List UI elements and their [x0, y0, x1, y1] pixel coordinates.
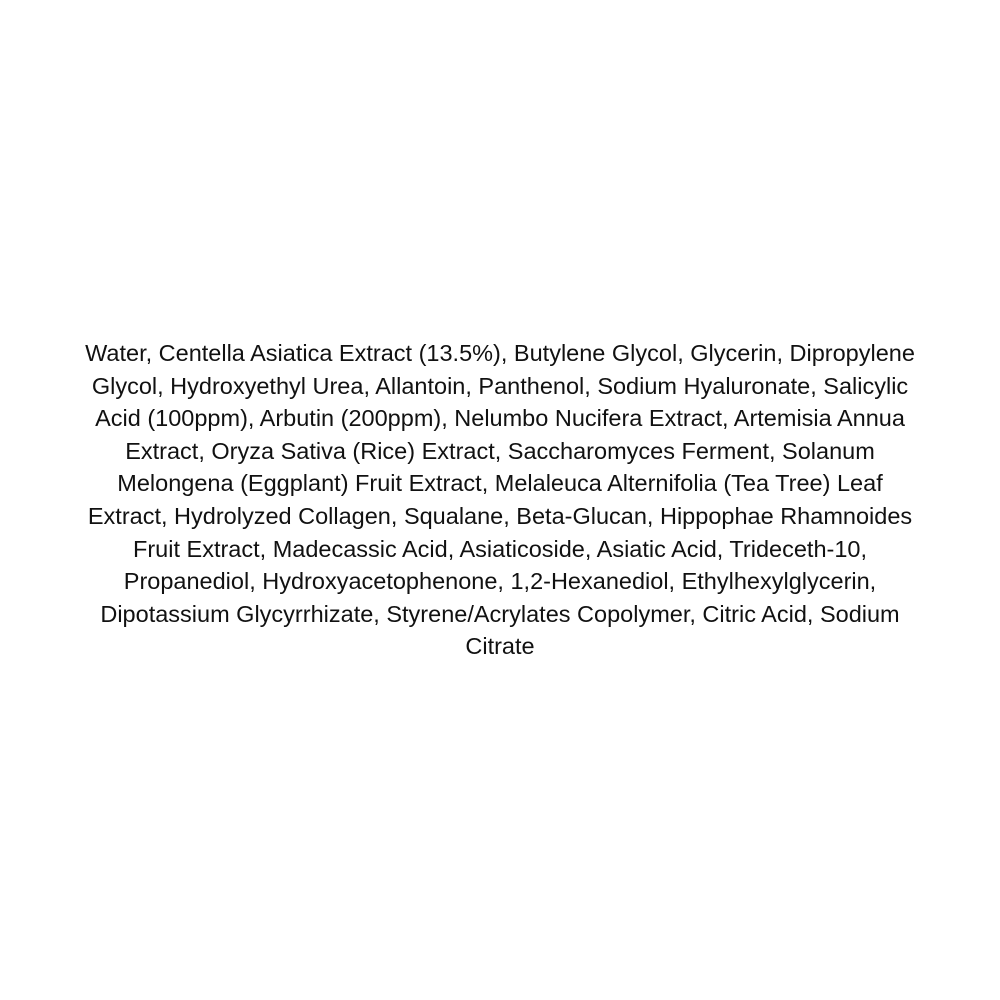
ingredients-line: Dipotassium Glycyrrhizate, Styrene/Acrylates Copolymer, Citric Acid, Sodium — [100, 600, 900, 627]
ingredients-line: Fruit Extract, Madecassic Acid, Asiaticoside, Asiatic Acid, Trideceth-10, — [132, 535, 868, 562]
ingredients-line: Water, Centella Asiatica Extract (13.5%), Butylene Glycol, Glycerin, Dipropylene — [85, 340, 915, 367]
ingredients-line: Propanediol, Hydroxyacetophenone, 1,2-Hexanediol, Ethylhexylglycerin, — [123, 568, 877, 595]
ingredients-line: Citrate — [465, 633, 535, 660]
ingredients-list — [50, 337, 950, 663]
ingredients-line: Extract, Hydrolyzed Collagen, Squalane, Beta-Glucan, Hippophae Rhamnoides — [87, 503, 913, 529]
ingredients-line: Melongena (Eggplant) Fruit Extract, Melaleuca Alternifolia (Tea Tree) Leaf — [117, 470, 883, 497]
ingredients-line: Extract, Oryza Sativa (Rice) Extract, Saccharomyces Ferment, Solanum — [125, 437, 875, 464]
ingredients-line: Glycol, Hydroxyethyl Urea, Allantoin, Panthenol, Sodium Hyaluronate, Salicylic — [91, 372, 909, 399]
ingredients-line: Acid (100ppm), Arbutin (200ppm), Nelumbo Nucifera Extract, Artemisia Annua — [95, 405, 905, 432]
